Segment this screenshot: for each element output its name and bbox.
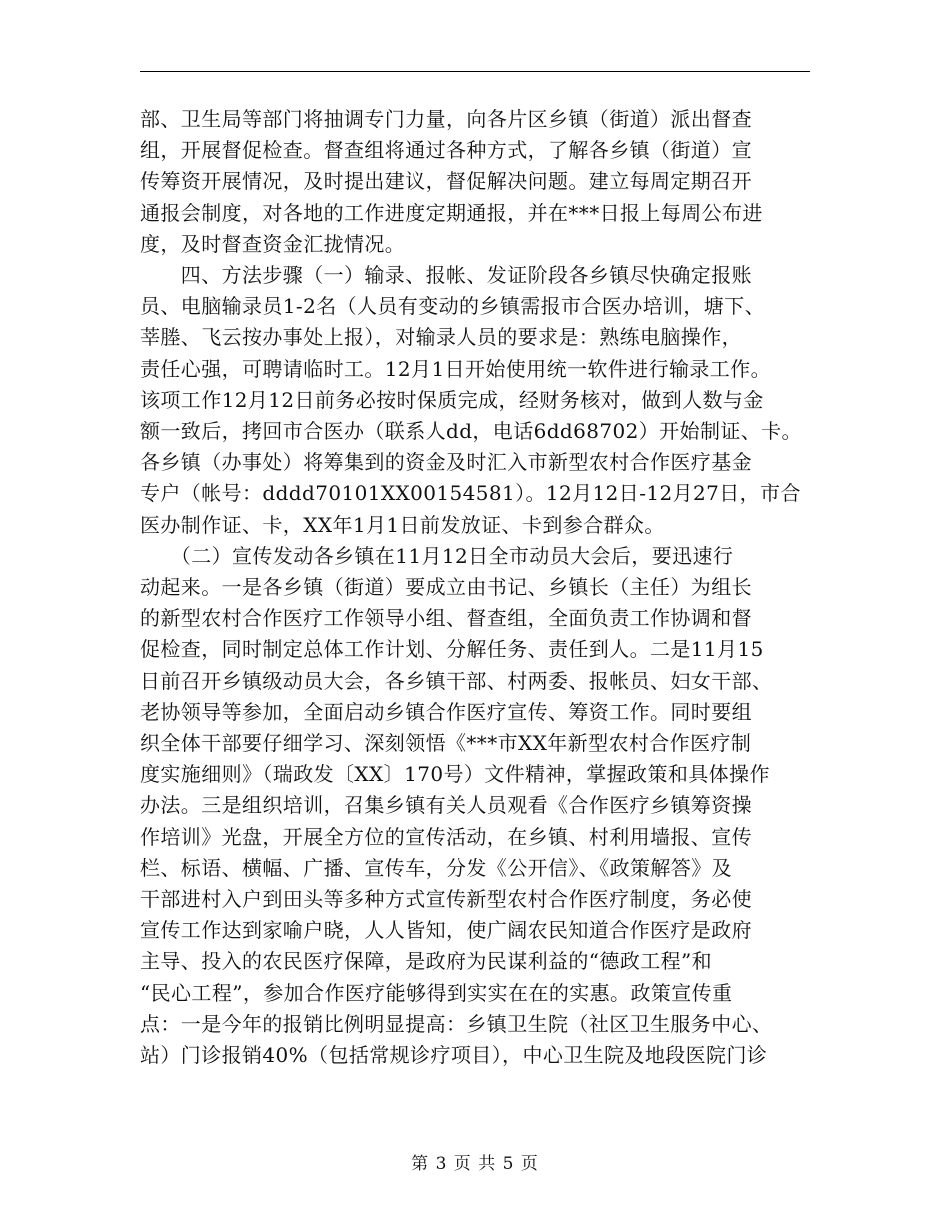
- text-line: 额一致后，拷回市合医办（联系人dd，电话6dd68702）开始制证、卡。: [140, 419, 802, 443]
- text-line: 主导、投入的农民医疗保障，是政府为民谋利益的“德政工程”和: [140, 949, 713, 974]
- header-rule: [140, 71, 810, 72]
- text-line: “民心工程”，参加合作医疗能够得到实实在在的实惠。政策宣传重: [140, 980, 733, 1005]
- text-line: 员、电脑输录员1-2名（人员有变动的乡镇需报市合医办培训，塘下、: [140, 294, 766, 319]
- text-line: 干部进村入户到田头等多种方式宣传新型农村合作医疗制度，务必使: [140, 887, 752, 911]
- text-line: （二）宣传发动各乡镇在11月12日全市动员大会后，要迅速行: [140, 543, 734, 568]
- text-line: 办法。三是组织培训，召集乡镇有关人员观看《合作医疗乡镇筹资操: [140, 793, 752, 818]
- text-line: 日前召开乡镇级动员大会，各乡镇干部、村两委、报帐员、妇女干部、: [140, 668, 773, 693]
- text-line: 宣传工作达到家喻户晓，人人皆知，使广阔农民知道合作医疗是政府: [140, 918, 752, 943]
- text-line: 责任心强，可聘请临时工。12月1日开始使用统一软件进行输录工作。: [140, 356, 771, 381]
- page-footer: 第 3 页 共 5 页: [411, 1154, 539, 1174]
- text-line: 织全体干部要仔细学习、深刻领悟《***市XX年新型农村合作医疗制: [140, 731, 752, 755]
- text-line: 专户（帐号：dddd70101XX00154581）。12月12日-12月27日，市合: [140, 481, 801, 506]
- text-line: 通报会制度，对各地的工作进度定期通报，并在***日报上每周公布进: [140, 200, 763, 225]
- text-line: 四、方法步骤（一）输录、报帐、发证阶段各乡镇尽快确定报账: [140, 263, 752, 287]
- text-line: 各乡镇（办事处）将筹集到的资金及时汇入市新型农村合作医疗基金: [140, 450, 752, 475]
- text-line: 动起来。一是各乡镇（街道）要成立由书记、乡镇长（主任）为组长: [140, 575, 752, 599]
- text-line: 度实施细则》（瑞政发〔XX〕170号）文件精神，掌握政策和具体操作: [140, 762, 770, 787]
- text-line: 度，及时督查资金汇拢情况。: [140, 231, 406, 256]
- text-line: 站）门诊报销40%（包括常规诊疗项目），中心卫生院及地段医院门诊: [140, 1043, 768, 1067]
- text-line: 点：一是今年的报销比例明显提高：乡镇卫生院（社区卫生服务中心、: [140, 1011, 773, 1036]
- text-line: 部、卫生局等部门将抽调专门力量，向各片区乡镇（街道）派出督查: [140, 107, 752, 131]
- text-line: 栏、标语、横幅、广播、宣传车，分发《公开信》、《政策解答》及: [140, 855, 732, 880]
- text-line: 作培训》光盘，开展全方位的宣传活动，在乡镇、村利用墙报、宣传: [140, 824, 752, 849]
- text-line: 组，开展督促检查。督查组将通过各种方式，了解各乡镇（街道）宣: [140, 138, 752, 163]
- text-line: 莘塍、飞云按办事处上报），对输录人员的要求是：熟练电脑操作，: [140, 325, 742, 350]
- text-line: 的新型农村合作医疗工作领导小组、督查组，全面负责工作协调和督: [140, 606, 752, 631]
- text-line: 老协领导等参加，全面启动乡镇合作医疗宣传、筹资工作。同时要组: [140, 699, 752, 724]
- text-line: 传筹资开展情况，及时提出建议，督促解决问题。建立每周定期召开: [140, 169, 752, 194]
- text-line: 该项工作12月12日前务必按时保质完成，经财务核对，做到人数与金: [140, 387, 764, 412]
- text-line: 促检查，同时制定总体工作计划、分解任务、责任到人。二是11月15: [140, 637, 764, 662]
- text-line: 医办制作证、卡，XX年1月1日前发放证、卡到参合群众。: [140, 512, 665, 537]
